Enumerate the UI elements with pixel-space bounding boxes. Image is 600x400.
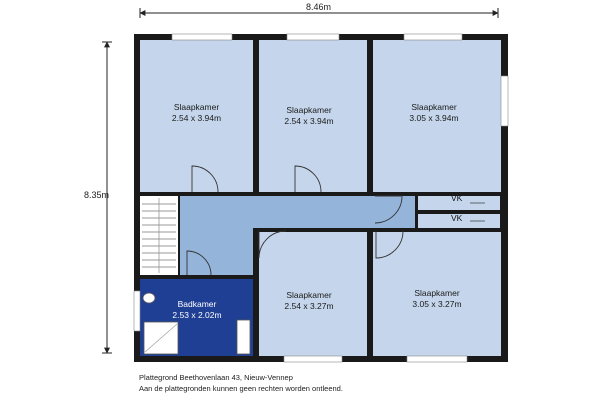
room-name: Badkamer [177, 299, 217, 309]
room-label-badkamer [152, 299, 242, 321]
room-size: 2.54 x 3.27m [284, 301, 334, 311]
room-name: Slaapkamer [414, 288, 460, 298]
room-name: Slaapkamer [411, 102, 457, 112]
room-name: Slaapkamer [286, 105, 332, 115]
room-label-slaapkamer-1 [140, 102, 253, 124]
room-label-slaapkamer-2 [255, 105, 363, 127]
closet-label-2: VK [451, 213, 463, 223]
room-size: 3.05 x 3.94m [409, 113, 459, 123]
closet-label-1: VK [451, 193, 463, 203]
room-size: 2.54 x 3.94m [171, 113, 222, 123]
room-hall [180, 196, 370, 228]
footer-disclaimer: Aan de plattegronden kunnen geen rechten worden ontleend. [139, 384, 343, 393]
width-dimension-label: 8.46m [306, 2, 332, 12]
room-size: 2.53 x 2.02m [172, 310, 222, 320]
footer-address: Plattegrond Beethovenlaan 43, Nieuw-Vennep [139, 373, 293, 382]
room-label-slaapkamer-3 [370, 102, 498, 124]
height-dimension-label: 8.35m [84, 190, 110, 200]
room-label-slaapkamer-4 [255, 290, 363, 312]
room-size: 2.54 x 3.94m [284, 116, 334, 126]
room-size: 3.05 x 3.27m [412, 299, 462, 309]
room-name: Slaapkamer [173, 102, 220, 112]
room-label-slaapkamer-5 [373, 288, 501, 310]
sink [237, 320, 250, 354]
room-name: Slaapkamer [286, 290, 332, 300]
